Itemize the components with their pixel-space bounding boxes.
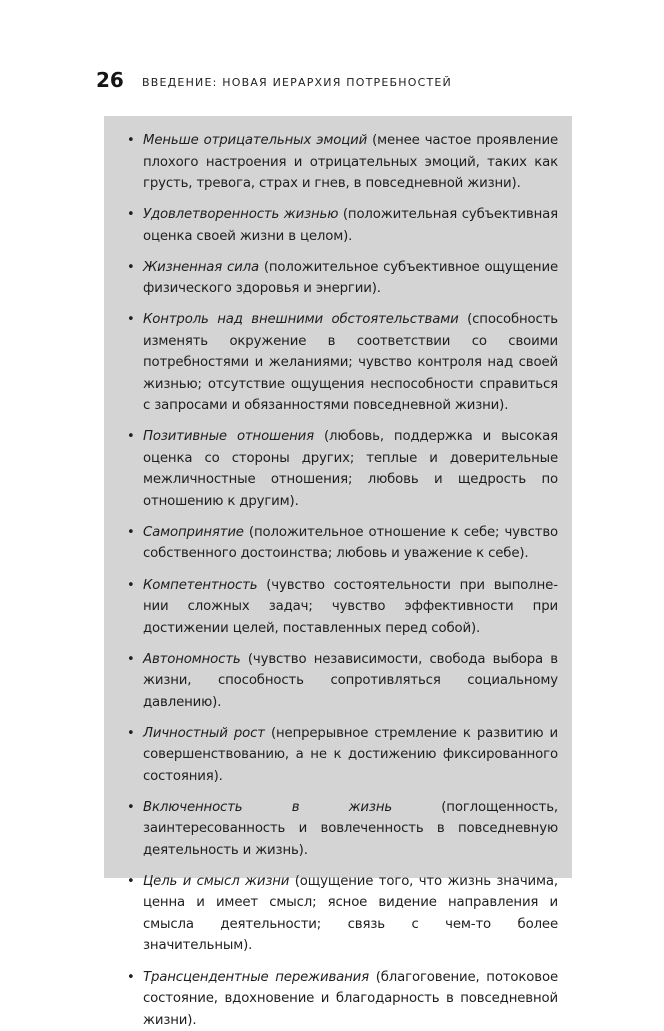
sidebar-box <box>104 116 572 1028</box>
bullet-icon: • <box>127 873 135 889</box>
item-text: (положительное субъективное ощущение физического здоровья и энергии). <box>143 259 558 297</box>
item-text: (способность изменять окружение в соответствии со своими потребностями и желаниями; чувство контроля над своей жизнью; отсутствие ощущения неспособности справиться с запросами и обязанностями повседневной жизни). <box>143 312 558 414</box>
list-item <box>118 649 558 714</box>
item-term: Контроль над внешними обстоятельствами <box>143 312 459 328</box>
bullet-icon: • <box>127 969 135 985</box>
item-text: (любовь, поддержка и высокая оценка со стороны других; теплые и доверительные межличностные отношения; любовь и щедрость по отношению к другим). <box>143 429 558 509</box>
bullet-icon: • <box>127 133 135 148</box>
item-term: Самопринятие <box>143 524 244 540</box>
bullet-icon: • <box>127 651 135 667</box>
item-term: Компетентность <box>143 577 258 593</box>
item-text: (благоговение, потоковое состояние, вдохновение и благодарность в повседневной жизни). <box>143 969 558 1028</box>
bullet-icon: • <box>127 312 135 328</box>
item-term: Включенность в жизнь <box>143 799 393 815</box>
item-term: Жизненная сила <box>143 259 259 275</box>
item-text: (непрерывное стремление к развитию и совершенствованию, а не к достижению фиксированного состояния). <box>143 725 559 784</box>
bullet-icon: • <box>127 259 135 275</box>
list-item <box>118 309 558 417</box>
list-item <box>118 797 558 862</box>
bullet-list <box>118 130 558 1031</box>
list-item <box>118 871 558 957</box>
bullet-icon: • <box>127 429 135 445</box>
item-term: Личностный рост <box>143 725 265 741</box>
list-item <box>118 204 558 247</box>
list-item <box>118 257 558 300</box>
list-item <box>118 967 558 1031</box>
list-item <box>118 130 558 195</box>
bullet-icon: • <box>127 524 135 540</box>
list-item <box>118 723 558 788</box>
list-item <box>118 426 558 512</box>
running-head-title: ВВЕДЕНИЕ: НОВАЯ ИЕРАРХИЯ ПОТРЕБНОСТЕЙ <box>142 76 452 89</box>
item-text: (чувство независимости, свобода выбора в жизни, способность сопротивляться социальному давлению). <box>143 651 558 710</box>
item-term: Трансцендентные переживания <box>143 969 370 985</box>
item-term: Удовлетворенность жизнью <box>143 207 339 223</box>
item-text: (поглощенность, заинтересованность и вовлеченность в повседневную деятельность и жизнь). <box>143 799 558 858</box>
page-number: 26 <box>96 68 124 92</box>
item-text: (положительная субъективная оценка своей жизни в целом). <box>143 207 558 244</box>
item-text: (чувство состоятельности при выполнении сложных задач; чувство эффективности при достижении целей, поставленных перед собой). <box>143 577 558 636</box>
bullet-icon: • <box>127 799 135 815</box>
bullet-icon: • <box>127 577 135 593</box>
list-item <box>118 575 558 640</box>
item-term: Меньше отрицательных эмоций <box>143 133 368 148</box>
bullet-icon: • <box>127 725 135 741</box>
item-term: Цель и смысл жизни <box>143 873 290 889</box>
item-term: Позитивные отношения <box>143 429 314 445</box>
bullet-icon: • <box>127 207 135 223</box>
list-item <box>118 522 558 565</box>
item-text: (положительное отношение к себе; чувство собственного достоинства; любовь и уважение к себе). <box>143 524 558 562</box>
item-text: (менее частое проявление плохого настроения и отрицательных эмоций, таких как грусть, тревога, страх и гнев, в повседневной жизни). <box>143 133 559 191</box>
item-term: Автономность <box>143 651 241 667</box>
item-text: (ощущение того, что жизнь значима, ценна и имеет смысл; ясное видение направления и смысла деятельности; связь с чем-то более значительным). <box>143 873 558 954</box>
